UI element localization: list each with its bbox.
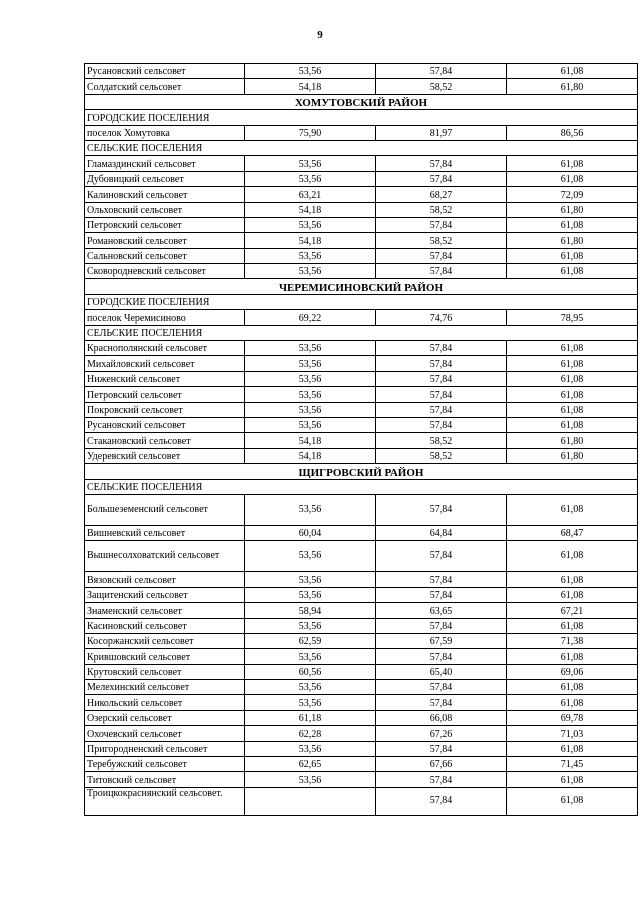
value-cell-1: 69,22 — [245, 310, 376, 325]
value-cell-1: 53,56 — [245, 356, 376, 371]
value-cell-2: 57,84 — [376, 156, 507, 171]
value-cell-1: 63,21 — [245, 187, 376, 202]
table-row — [85, 680, 638, 695]
region-title: ХОМУТОВСКИЙ РАЙОН — [85, 94, 638, 109]
table-row — [85, 787, 638, 815]
value-cell-3: 61,80 — [507, 202, 638, 217]
table-row — [85, 664, 638, 679]
settlement-name-cell: поселок Черемисиново — [85, 310, 245, 325]
table-row — [85, 125, 638, 140]
value-cell-1: 53,56 — [245, 371, 376, 386]
table-row — [85, 772, 638, 787]
value-cell-1: 60,56 — [245, 664, 376, 679]
settlement-name-cell: Краснополянский сельсовет — [85, 341, 245, 356]
table-row — [85, 341, 638, 356]
settlement-name-cell: Крившовский сельсовет — [85, 649, 245, 664]
value-cell-3: 61,08 — [507, 387, 638, 402]
section-header-row — [85, 110, 638, 125]
value-cell-1: 53,56 — [245, 572, 376, 587]
table-row — [85, 649, 638, 664]
settlement-name-cell: Касиновский сельсовет — [85, 618, 245, 633]
section-header-row — [85, 479, 638, 494]
section-title: ГОРОДСКИЕ ПОСЕЛЕНИЯ — [85, 110, 638, 125]
value-cell-1: 54,18 — [245, 448, 376, 463]
table-row — [85, 757, 638, 772]
value-cell-3: 67,21 — [507, 603, 638, 618]
settlement-name-cell: Михайловский сельсовет — [85, 356, 245, 371]
table-row — [85, 156, 638, 171]
value-cell-2: 57,84 — [376, 649, 507, 664]
value-cell-3: 61,08 — [507, 572, 638, 587]
value-cell-1: 53,56 — [245, 217, 376, 232]
settlement-name-cell: Стакановский сельсовет — [85, 433, 245, 448]
value-cell-3: 61,80 — [507, 433, 638, 448]
settlement-name-cell: Титовский сельсовет — [85, 772, 245, 787]
region-title: ЩИГРОВСКИЙ РАЙОН — [85, 464, 638, 479]
settlement-name-cell: Охочевский сельсовет — [85, 726, 245, 741]
value-cell-2: 57,84 — [376, 402, 507, 417]
value-cell-1: 53,56 — [245, 171, 376, 186]
value-cell-1: 53,56 — [245, 680, 376, 695]
value-cell-2: 64,84 — [376, 525, 507, 540]
value-cell-3: 69,06 — [507, 664, 638, 679]
section-header-row — [85, 140, 638, 155]
section-title: СЕЛЬСКИЕ ПОСЕЛЕНИЯ — [85, 479, 638, 494]
value-cell-1: 53,56 — [245, 156, 376, 171]
value-cell-2: 57,84 — [376, 217, 507, 232]
value-cell-3: 61,08 — [507, 64, 638, 79]
settlement-name-cell: Троицкокраснянский сельсовет. — [85, 787, 245, 815]
section-header-row — [85, 294, 638, 309]
table-row — [85, 541, 638, 572]
value-cell-3: 61,08 — [507, 494, 638, 525]
table-row — [85, 202, 638, 217]
value-cell-2: 67,26 — [376, 726, 507, 741]
settlement-name-cell: Гламаздинский сельсовет — [85, 156, 245, 171]
value-cell-3: 61,08 — [507, 649, 638, 664]
value-cell-1: 54,18 — [245, 233, 376, 248]
table-row — [85, 603, 638, 618]
value-cell-2: 57,84 — [376, 772, 507, 787]
value-cell-2: 74,76 — [376, 310, 507, 325]
value-cell-3: 61,08 — [507, 741, 638, 756]
value-cell-3: 61,08 — [507, 587, 638, 602]
value-cell-2: 57,84 — [376, 387, 507, 402]
settlement-name-cell: Калиновский сельсовет — [85, 187, 245, 202]
value-cell-1: 54,18 — [245, 433, 376, 448]
value-cell-3: 61,08 — [507, 264, 638, 279]
region-header-row — [85, 94, 638, 109]
settlement-name-cell: Петровский сельсовет — [85, 387, 245, 402]
value-cell-2: 57,84 — [376, 171, 507, 186]
settlement-name-cell: Пригородненский сельсовет — [85, 741, 245, 756]
value-cell-1: 53,56 — [245, 387, 376, 402]
value-cell-1: 61,18 — [245, 710, 376, 725]
value-cell-3: 61,08 — [507, 356, 638, 371]
value-cell-1: 75,90 — [245, 125, 376, 140]
value-cell-2: 57,84 — [376, 741, 507, 756]
value-cell-1: 53,56 — [245, 402, 376, 417]
value-cell-2: 57,84 — [376, 248, 507, 263]
value-cell-2: 58,52 — [376, 202, 507, 217]
value-cell-1: 53,56 — [245, 64, 376, 79]
settlement-name-cell: поселок Хомутовка — [85, 125, 245, 140]
value-cell-3: 61,80 — [507, 233, 638, 248]
value-cell-3: 61,08 — [507, 772, 638, 787]
settlement-name-cell: Защитенский сельсовет — [85, 587, 245, 602]
table-row — [85, 433, 638, 448]
value-cell-1 — [245, 787, 376, 815]
settlement-name-cell: Ниженский сельсовет — [85, 371, 245, 386]
value-cell-2: 58,52 — [376, 79, 507, 94]
value-cell-2: 57,84 — [376, 494, 507, 525]
value-cell-1: 53,56 — [245, 248, 376, 263]
settlement-name-cell: Дубовицкий сельсовет — [85, 171, 245, 186]
value-cell-2: 57,84 — [376, 787, 507, 815]
settlement-name-cell: Никольский сельсовет — [85, 695, 245, 710]
value-cell-3: 61,08 — [507, 695, 638, 710]
value-cell-1: 54,18 — [245, 79, 376, 94]
value-cell-1: 62,28 — [245, 726, 376, 741]
value-cell-1: 53,56 — [245, 618, 376, 633]
settlement-name-cell: Вишневский сельсовет — [85, 525, 245, 540]
section-header-row — [85, 325, 638, 340]
table-row — [85, 710, 638, 725]
table-row — [85, 448, 638, 463]
value-cell-3: 61,08 — [507, 417, 638, 432]
value-cell-2: 58,52 — [376, 433, 507, 448]
table-row — [85, 618, 638, 633]
value-cell-3: 68,47 — [507, 525, 638, 540]
settlement-name-cell: Вязовский сельсовет — [85, 572, 245, 587]
table-row — [85, 633, 638, 648]
value-cell-2: 57,84 — [376, 680, 507, 695]
value-cell-2: 57,84 — [376, 695, 507, 710]
section-title: СЕЛЬСКИЕ ПОСЕЛЕНИЯ — [85, 140, 638, 155]
value-cell-2: 57,84 — [376, 541, 507, 572]
value-cell-2: 67,66 — [376, 757, 507, 772]
settlement-name-cell: Русановский сельсовет — [85, 64, 245, 79]
value-cell-3: 61,08 — [507, 371, 638, 386]
region-header-row — [85, 464, 638, 479]
value-cell-2: 58,52 — [376, 233, 507, 248]
settlement-name-cell: Ольховский сельсовет — [85, 202, 245, 217]
table-row — [85, 726, 638, 741]
value-cell-1: 53,56 — [245, 494, 376, 525]
value-cell-3: 61,08 — [507, 680, 638, 695]
value-cell-3: 86,56 — [507, 125, 638, 140]
settlement-name-cell: Петровский сельсовет — [85, 217, 245, 232]
value-cell-1: 53,56 — [245, 772, 376, 787]
value-cell-2: 68,27 — [376, 187, 507, 202]
table-row — [85, 387, 638, 402]
table-row — [85, 248, 638, 263]
value-cell-2: 57,84 — [376, 341, 507, 356]
value-cell-1: 53,56 — [245, 417, 376, 432]
table-row — [85, 402, 638, 417]
tariff-table — [84, 63, 638, 816]
value-cell-3: 61,08 — [507, 341, 638, 356]
settlement-name-cell: Крутовский сельсовет — [85, 664, 245, 679]
value-cell-3: 61,08 — [507, 156, 638, 171]
settlement-name-cell: Русановский сельсовет — [85, 417, 245, 432]
value-cell-2: 57,84 — [376, 356, 507, 371]
table-row — [85, 79, 638, 94]
table-row — [85, 695, 638, 710]
value-cell-3: 61,80 — [507, 448, 638, 463]
table-row — [85, 371, 638, 386]
value-cell-3: 61,80 — [507, 79, 638, 94]
section-title: СЕЛЬСКИЕ ПОСЕЛЕНИЯ — [85, 325, 638, 340]
settlement-name-cell: Солдатский сельсовет — [85, 79, 245, 94]
value-cell-2: 57,84 — [376, 572, 507, 587]
settlement-name-cell: Озерский сельсовет — [85, 710, 245, 725]
value-cell-3: 71,38 — [507, 633, 638, 648]
table-row — [85, 572, 638, 587]
value-cell-1: 58,94 — [245, 603, 376, 618]
table-row — [85, 264, 638, 279]
region-title: ЧЕРЕМИСИНОВСКИЙ РАЙОН — [85, 279, 638, 294]
settlement-name-cell: Удеревский сельсовет — [85, 448, 245, 463]
value-cell-2: 57,84 — [376, 64, 507, 79]
value-cell-3: 78,95 — [507, 310, 638, 325]
value-cell-1: 53,56 — [245, 695, 376, 710]
value-cell-3: 61,08 — [507, 171, 638, 186]
settlement-name-cell: Теребужский сельсовет — [85, 757, 245, 772]
value-cell-1: 53,56 — [245, 587, 376, 602]
table-row — [85, 356, 638, 371]
value-cell-1: 54,18 — [245, 202, 376, 217]
settlement-name-cell: Мелехинский сельсовет — [85, 680, 245, 695]
table-row — [85, 525, 638, 540]
table-row — [85, 64, 638, 79]
page-number: 9 — [317, 29, 323, 41]
value-cell-2: 57,84 — [376, 587, 507, 602]
table-row — [85, 310, 638, 325]
value-cell-1: 53,56 — [245, 341, 376, 356]
value-cell-1: 53,56 — [245, 741, 376, 756]
value-cell-2: 57,84 — [376, 264, 507, 279]
table-row — [85, 417, 638, 432]
table-row — [85, 741, 638, 756]
value-cell-3: 61,08 — [507, 787, 638, 815]
value-cell-2: 57,84 — [376, 371, 507, 386]
settlement-name-cell: Вышнесолховатский сельсовет — [85, 541, 245, 572]
settlement-name-cell: Сальновский сельсовет — [85, 248, 245, 263]
value-cell-2: 67,59 — [376, 633, 507, 648]
value-cell-3: 61,08 — [507, 217, 638, 232]
value-cell-2: 57,84 — [376, 618, 507, 633]
value-cell-3: 69,78 — [507, 710, 638, 725]
value-cell-3: 71,45 — [507, 757, 638, 772]
value-cell-3: 72,09 — [507, 187, 638, 202]
value-cell-1: 53,56 — [245, 541, 376, 572]
settlement-name-cell: Романовский сельсовет — [85, 233, 245, 248]
value-cell-1: 60,04 — [245, 525, 376, 540]
value-cell-2: 58,52 — [376, 448, 507, 463]
tariff-table-body — [85, 64, 638, 816]
section-title: ГОРОДСКИЕ ПОСЕЛЕНИЯ — [85, 294, 638, 309]
table-row — [85, 187, 638, 202]
value-cell-1: 62,59 — [245, 633, 376, 648]
value-cell-3: 61,08 — [507, 402, 638, 417]
value-cell-2: 65,40 — [376, 664, 507, 679]
region-header-row — [85, 279, 638, 294]
value-cell-2: 66,08 — [376, 710, 507, 725]
value-cell-3: 61,08 — [507, 618, 638, 633]
table-row — [85, 233, 638, 248]
value-cell-2: 81,97 — [376, 125, 507, 140]
table-row — [85, 171, 638, 186]
value-cell-3: 61,08 — [507, 248, 638, 263]
value-cell-2: 57,84 — [376, 417, 507, 432]
value-cell-1: 53,56 — [245, 264, 376, 279]
settlement-name-cell: Знаменский сельсовет — [85, 603, 245, 618]
settlement-name-cell: Косоржанский сельсовет — [85, 633, 245, 648]
table-row — [85, 217, 638, 232]
value-cell-1: 62,65 — [245, 757, 376, 772]
settlement-name-cell: Сковородневский сельсовет — [85, 264, 245, 279]
table-row — [85, 494, 638, 525]
value-cell-1: 53,56 — [245, 649, 376, 664]
value-cell-3: 61,08 — [507, 541, 638, 572]
settlement-name-cell: Большеземенский сельсовет — [85, 494, 245, 525]
value-cell-3: 71,03 — [507, 726, 638, 741]
table-row — [85, 587, 638, 602]
settlement-name-cell: Покровский сельсовет — [85, 402, 245, 417]
value-cell-2: 63,65 — [376, 603, 507, 618]
